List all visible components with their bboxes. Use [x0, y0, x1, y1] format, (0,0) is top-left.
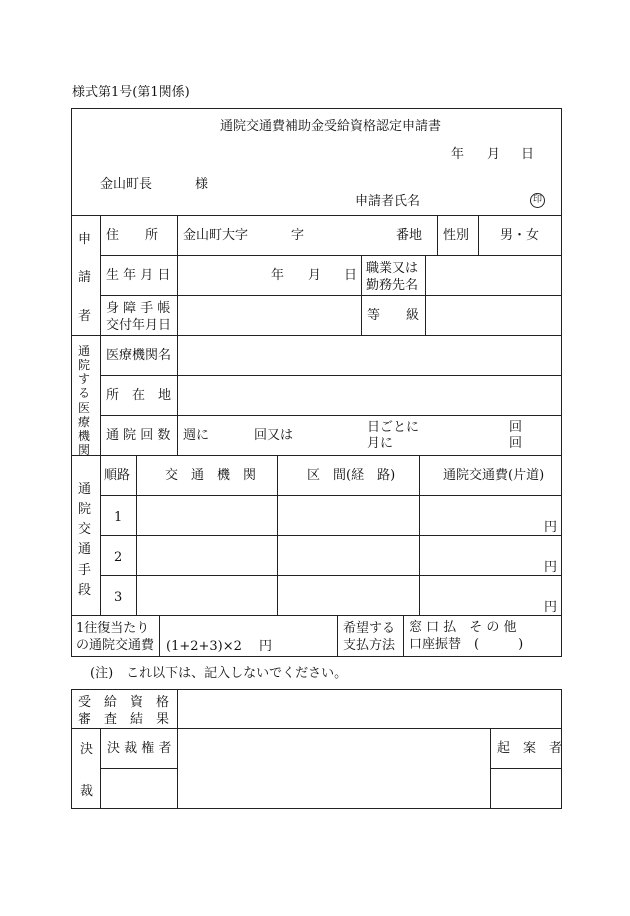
payment-option-counter[interactable]: 窓 口 払 そ の 他 [409, 620, 517, 635]
payment-label [343, 621, 395, 655]
visits-monthly: 月に [367, 436, 394, 451]
line-row1 [100, 255, 562, 256]
vline-order [136, 455, 137, 615]
review-v3 [490, 728, 491, 808]
line-clinic-top [71, 335, 562, 336]
roundtrip-formula: (1+2+3)×2 [166, 639, 242, 654]
form-number: 様式第1号(第1関係) [72, 85, 190, 100]
header-means: 交 通 機 関 [165, 468, 257, 483]
aza-label: 字 [291, 228, 305, 243]
payment-line2: 支払方法 [343, 637, 396, 653]
review-result-label [78, 695, 169, 729]
payment-line1: 希望する [343, 621, 396, 636]
clinic-char: 機 [78, 428, 91, 443]
transport-section-label [78, 480, 91, 601]
line-row2 [100, 295, 562, 296]
visits-every-day: 日ごとに [367, 420, 420, 435]
line-transport-top [71, 455, 562, 456]
birth-day: 日 [344, 268, 358, 283]
roundtrip-label [76, 621, 154, 655]
birth-label: 生 年 月 日 [106, 268, 171, 283]
date-month-label: 月 [487, 147, 501, 162]
review-row2a [100, 768, 178, 769]
vline-route [419, 455, 420, 615]
visits-label: 通 院 回 数 [106, 428, 171, 443]
clinic-name-label: 医療機関名 [106, 348, 172, 363]
applicant-char: 者 [78, 308, 92, 324]
date-day-label: 日 [521, 147, 535, 162]
clinic-location-label: 所 在 地 [106, 388, 172, 403]
payment-option-transfer[interactable]: 口座振替 ( ) [409, 637, 524, 652]
visits-times-2: 回 [509, 436, 523, 451]
vline-occupation [361, 255, 362, 335]
occupation-line2: 勤務先名 [366, 277, 419, 293]
fare-yen: 円 [544, 560, 558, 575]
header-route: 区 間(経 路) [307, 468, 396, 483]
vline-occupation2 [425, 255, 426, 335]
vline-labels [177, 215, 178, 455]
frame-top [71, 108, 562, 109]
transport-char: 通 [78, 482, 92, 497]
handbook-label [106, 301, 171, 335]
transport-char: 通 [78, 542, 92, 558]
address-prefix: 金山町大字 [183, 228, 249, 243]
addressee-honorific: 様 [195, 177, 209, 192]
review-top [71, 689, 562, 690]
date-year-label: 年 [451, 147, 465, 162]
review-bottom [71, 808, 562, 809]
sex-options[interactable]: 男・女 [500, 228, 540, 243]
vline-sex [437, 215, 438, 255]
decision-char: 決 [80, 742, 94, 757]
vline-means [277, 455, 278, 615]
clinic-char: 医 [78, 400, 91, 415]
roundtrip-line1: 1往復当たり [76, 621, 150, 636]
frame-right [561, 108, 562, 656]
banchi-label: 番地 [396, 228, 423, 243]
clinic-char: 通 [78, 344, 91, 358]
visits-weekly: 週に [183, 428, 210, 443]
review-left [71, 689, 72, 808]
line-clinic2 [100, 415, 562, 416]
fare-yen: 円 [544, 600, 558, 615]
handbook-line1: 身 障 手 帳 [106, 301, 171, 316]
transport-char: 院 [78, 502, 92, 518]
clinic-char: す [78, 372, 91, 387]
line-roundtrip-top [71, 615, 562, 616]
clinic-char: 院 [78, 358, 91, 373]
vline-payment [337, 615, 338, 656]
applicant-char: 申 [78, 232, 92, 247]
review-v2 [177, 689, 178, 808]
line-tr-head [100, 495, 562, 496]
transport-char: 段 [78, 582, 92, 598]
clinic-char: 関 [78, 443, 91, 458]
route-number: 1 [114, 510, 123, 525]
line-tr-2 [100, 575, 562, 576]
fare-yen: 円 [544, 520, 558, 535]
review-result-line2: 審 査 結 果 [78, 711, 170, 727]
line-clinic1 [100, 375, 562, 376]
clinic-char: る [78, 386, 91, 401]
visits-times-1: 回 [509, 420, 523, 435]
transport-char: 手 [78, 562, 92, 578]
clinic-section-label [78, 344, 90, 457]
header-fare: 通院交通費(片道) [443, 468, 545, 483]
header-order: 順路 [104, 468, 131, 483]
note-text: (注) これ以下は、記入しないでください。 [90, 666, 348, 681]
roundtrip-yen: 円 [259, 639, 273, 654]
vline-payment2 [403, 615, 404, 656]
sex-label: 性別 [443, 228, 470, 243]
decision-char: 裁 [80, 784, 94, 800]
route-number: 2 [114, 550, 123, 565]
occupation-line1: 職業又は [366, 261, 419, 276]
roundtrip-line2: の通院交通費 [76, 637, 155, 653]
addressee-name: 金山町長 [100, 177, 153, 192]
vline-section [100, 215, 101, 615]
line-tr-1 [100, 535, 562, 536]
vline-roundtrip [159, 615, 160, 656]
address-label: 住 所 [106, 228, 159, 243]
applicant-section-label [78, 232, 91, 325]
grade-label: 等 級 [367, 308, 420, 323]
review-result-line1: 受 給 資 格 [78, 695, 170, 710]
occupation-label [366, 261, 418, 295]
review-decision-label [80, 742, 93, 801]
seal-mark: 印 [530, 193, 545, 208]
frame-left [71, 108, 72, 656]
visits-or-times: 回又は [254, 428, 294, 443]
birth-year: 年 [271, 268, 285, 283]
approver-label: 決 裁 権 者 [107, 741, 172, 756]
drafter-label: 起 案 者 [497, 741, 563, 756]
route-number: 3 [114, 590, 123, 605]
review-v1 [100, 728, 101, 808]
transport-char: 交 [78, 522, 92, 538]
applicant-char: 請 [78, 270, 92, 286]
handbook-line2: 交付年月日 [106, 317, 172, 333]
clinic-char: 療 [78, 414, 91, 429]
birth-month: 月 [308, 268, 322, 283]
applicant-name-label: 申請者氏名 [355, 194, 421, 209]
frame-bottom [71, 656, 562, 657]
form-title: 通院交通費補助金受給資格認定申請書 [220, 119, 442, 134]
review-row2b [490, 768, 562, 769]
vline-sex2 [478, 215, 479, 255]
line-applicant-top [71, 215, 562, 216]
